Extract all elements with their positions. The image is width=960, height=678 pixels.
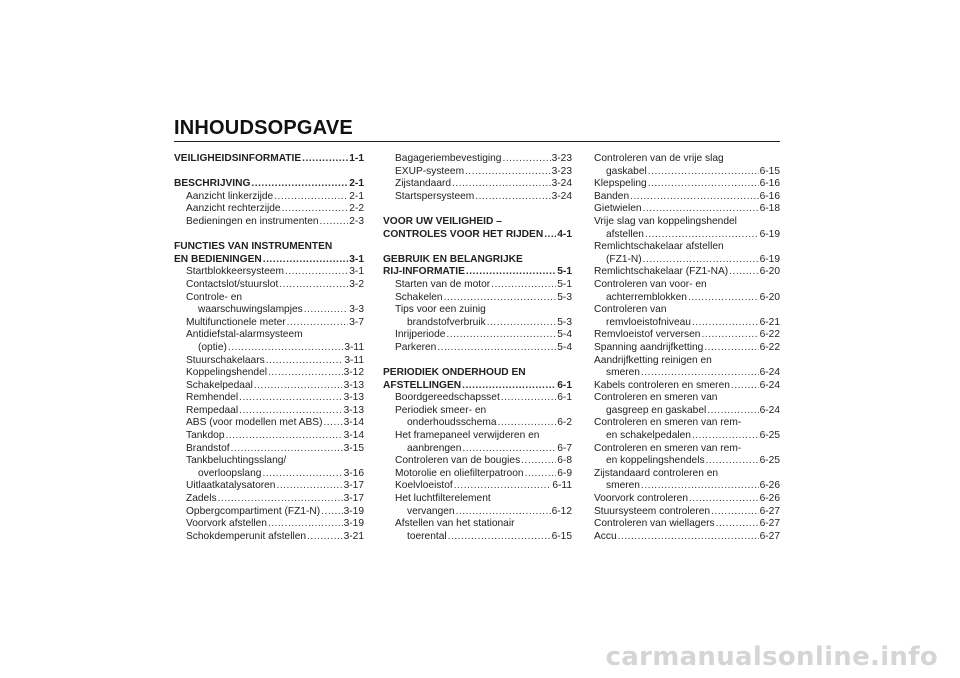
toc-entry[interactable] xyxy=(594,506,780,519)
dot-leader xyxy=(648,166,759,179)
toc-page-number: 5-3 xyxy=(557,316,572,328)
toc-entry-title: Stuurschakelaars xyxy=(186,354,265,366)
dot-leader xyxy=(254,380,343,393)
toc-entry-title: aanbrengen xyxy=(407,442,462,454)
dot-leader xyxy=(706,455,759,468)
dot-leader xyxy=(475,191,550,204)
toc-page-number: 3-24 xyxy=(551,178,572,190)
toc-entry[interactable] xyxy=(383,153,572,166)
toc-entry[interactable] xyxy=(383,405,572,430)
dot-leader xyxy=(692,317,759,330)
toc-spacer xyxy=(383,241,572,254)
toc-page-number: 5-1 xyxy=(557,278,572,290)
toc-entry-title: smeren xyxy=(606,480,640,492)
toc-entry[interactable] xyxy=(383,430,572,455)
toc-entry[interactable] xyxy=(594,266,780,279)
toc-page-number: 3-14 xyxy=(343,417,364,429)
toc-entry-title: PERIODIEK ONDERHOUD EN xyxy=(383,367,526,379)
toc-entry[interactable] xyxy=(383,480,572,493)
dot-leader xyxy=(729,266,758,279)
toc-entry-title: Tankbeluchtingsslang/ xyxy=(186,455,287,467)
toc-page-number: 4-1 xyxy=(557,228,572,240)
toc-page-number: 2-2 xyxy=(349,203,364,215)
toc-entry[interactable] xyxy=(383,493,572,518)
toc-page-number: 3-19 xyxy=(343,505,364,517)
dot-leader xyxy=(704,342,758,355)
dot-leader xyxy=(707,405,758,418)
toc-entry-title: Het luchtfilterelement xyxy=(395,493,491,505)
toc-entry-title: gasgreep en gaskabel xyxy=(606,404,707,416)
toc-page-number: 3-23 xyxy=(551,153,572,164)
toc-entry-title: VEILIGHEIDSINFORMATIE xyxy=(174,153,302,164)
dot-leader xyxy=(268,367,343,380)
dot-leader xyxy=(465,166,551,179)
toc-entry[interactable] xyxy=(594,153,780,178)
toc-page-number: 3-11 xyxy=(344,341,364,353)
toc-page-number: 6-7 xyxy=(557,442,572,454)
toc-entry-title: Remvloeistof verversen xyxy=(594,329,701,341)
toc-entry[interactable] xyxy=(594,216,780,241)
toc-entry-title: brandstofverbruik xyxy=(407,316,486,328)
toc-page-number: 6-27 xyxy=(759,530,780,542)
toc-entry-title: Controleren en smeren van xyxy=(594,392,718,404)
dot-leader xyxy=(263,254,349,267)
toc-entry-title: Startspersysteem xyxy=(395,190,475,202)
toc-entry[interactable] xyxy=(174,405,364,418)
dot-leader xyxy=(268,518,343,531)
toc-page-number: 6-22 xyxy=(759,341,780,353)
toc-page-number: 6-1 xyxy=(557,392,572,404)
toc-entry[interactable] xyxy=(383,468,572,481)
toc-entry-title: Starten van de motor xyxy=(395,278,491,290)
dot-leader xyxy=(645,229,759,242)
toc-spacer xyxy=(174,229,364,242)
dot-leader xyxy=(285,266,348,279)
toc-chapter-entry[interactable] xyxy=(174,178,364,191)
toc-page-number: 3-13 xyxy=(343,404,364,416)
toc-entry-title: Controleren van xyxy=(594,304,667,316)
toc-page-number: 6-27 xyxy=(759,505,780,517)
toc-entry[interactable] xyxy=(174,355,364,368)
toc-entry[interactable] xyxy=(594,203,780,216)
toc-entry-title: ABS (voor modellen met ABS) xyxy=(186,417,323,429)
toc-page-number: 2-1 xyxy=(349,190,364,202)
toc-page-number: 6-15 xyxy=(759,165,780,177)
toc-page-number: 3-13 xyxy=(343,379,364,391)
toc-page-number: 6-26 xyxy=(759,480,780,492)
dot-leader xyxy=(323,417,342,430)
dot-leader xyxy=(307,531,343,544)
toc-entry-title: Controleren van voor- en xyxy=(594,278,707,290)
dot-leader xyxy=(618,531,759,544)
toc-entry[interactable] xyxy=(174,455,364,480)
toc-entry[interactable] xyxy=(383,342,572,355)
watermark: carmanualsonline.info xyxy=(605,642,938,672)
dot-leader xyxy=(454,480,552,493)
toc-entry[interactable] xyxy=(594,191,780,204)
toc-entry-title: EN BEDIENINGEN xyxy=(174,253,262,265)
dot-leader xyxy=(218,493,343,506)
toc-page-number: 6-25 xyxy=(759,455,780,467)
dot-leader xyxy=(689,493,759,506)
toc-page-number: 5-1 xyxy=(557,266,572,278)
toc-entry-title: Bagageriembevestiging xyxy=(395,153,502,164)
toc-entry[interactable] xyxy=(594,342,780,355)
toc-entry-title: toerental xyxy=(407,530,447,542)
toc-entry-title: Controleren van de vrije slag xyxy=(594,153,724,164)
toc-entry-title: Antidiefstal-alarmsysteem xyxy=(186,329,303,341)
toc-entry-title: (FZ1-N) xyxy=(606,253,642,265)
dot-leader xyxy=(262,468,342,481)
toc-entry-title: RIJ-INFORMATIE xyxy=(383,266,465,278)
toc-spacer xyxy=(174,166,364,179)
dot-leader xyxy=(711,506,759,519)
toc-entry-title: afstellen xyxy=(606,228,644,240)
toc-entry-title: Parkeren xyxy=(395,341,437,353)
toc-entry[interactable] xyxy=(594,380,780,393)
toc-entry-title: onderhoudsschema xyxy=(407,417,497,429)
toc-entry-title: en koppelingshendels xyxy=(606,455,705,467)
toc-page-number: 6-26 xyxy=(759,493,780,505)
dot-leader xyxy=(287,317,349,330)
toc-entry-title: Gietwielen xyxy=(594,203,642,215)
toc-entry-title: AFSTELLINGEN xyxy=(383,379,462,391)
dot-leader xyxy=(525,468,557,481)
toc-entry[interactable] xyxy=(383,279,572,292)
toc-entry-title: Accu xyxy=(594,530,617,542)
toc-chapter-entry[interactable] xyxy=(174,241,364,266)
dot-leader xyxy=(231,443,343,456)
toc-entry-title: Contactslot/stuurslot xyxy=(186,278,279,290)
toc-page-number: 3-14 xyxy=(343,430,364,442)
dot-leader xyxy=(302,153,348,166)
toc-page-number: 6-9 xyxy=(557,467,572,479)
toc-entry-title: Remlichtschakelaar (FZ1-NA) xyxy=(594,266,729,278)
dot-leader xyxy=(643,203,759,216)
toc-entry[interactable] xyxy=(174,430,364,443)
toc-page-number: 3-7 xyxy=(349,316,364,328)
toc-entry-title: Tankdop xyxy=(186,430,225,442)
toc-entry-title: gaskabel xyxy=(606,165,647,177)
toc-page-number: 3-1 xyxy=(349,253,364,265)
toc-column-1 xyxy=(174,153,364,543)
toc-page-number: 6-19 xyxy=(759,228,780,240)
dot-leader xyxy=(266,355,344,368)
toc-entry-title: Aandrijfketting reinigen en xyxy=(594,354,712,366)
toc-entry-title: Het framepaneel verwijderen en xyxy=(395,430,540,442)
toc-entry[interactable] xyxy=(594,178,780,191)
toc-page-number: 6-24 xyxy=(759,367,780,379)
toc-entry[interactable] xyxy=(174,392,364,405)
toc-entry[interactable] xyxy=(174,531,364,544)
page-title: INHOUDSOPGAVE xyxy=(174,117,353,139)
toc-entry-title: Stuursysteem controleren xyxy=(594,505,711,517)
toc-page-number: 6-18 xyxy=(759,203,780,215)
toc-entry[interactable] xyxy=(174,292,364,317)
toc-entry-title: Startblokkeersysteem xyxy=(186,266,284,278)
toc-page-number: 6-21 xyxy=(759,316,780,328)
toc-entry[interactable] xyxy=(174,506,364,519)
dot-leader xyxy=(251,178,348,191)
toc-entry[interactable] xyxy=(594,468,780,493)
toc-entry[interactable] xyxy=(383,292,572,305)
toc-entry[interactable] xyxy=(594,241,780,266)
toc-entry-title: Controle- en xyxy=(186,291,243,303)
toc-entry-title: FUNCTIES VAN INSTRUMENTEN xyxy=(174,241,333,253)
toc-entry-title: Rempedaal xyxy=(186,404,239,416)
toc-entry-title: Remhendel xyxy=(186,392,239,404)
toc-page-number: 5-3 xyxy=(557,291,572,303)
toc-entry[interactable] xyxy=(594,329,780,342)
toc-entry[interactable] xyxy=(174,380,364,393)
toc-entry-title: Opbergcompartiment (FZ1-N) xyxy=(186,505,321,517)
toc-column-2 xyxy=(383,153,572,543)
toc-entry[interactable] xyxy=(594,443,780,468)
dot-leader xyxy=(641,480,759,493)
toc-entry-title: overloopslang xyxy=(198,467,262,479)
toc-entry[interactable] xyxy=(594,518,780,531)
toc-page-number: 6-11 xyxy=(552,480,572,492)
toc-page-number: 6-16 xyxy=(759,178,780,190)
toc-entry-title: Koelvloeistof xyxy=(395,480,453,492)
toc-entry[interactable] xyxy=(174,443,364,456)
toc-entry[interactable] xyxy=(174,417,364,430)
toc-entry[interactable] xyxy=(383,178,572,191)
dot-leader xyxy=(501,392,556,405)
toc-entry-title: Controleren en smeren van rem- xyxy=(594,417,742,429)
toc-page-number: 6-8 xyxy=(557,455,572,467)
toc-page-number: 3-3 xyxy=(349,304,364,316)
dot-leader xyxy=(276,480,342,493)
toc-page-number: 6-24 xyxy=(759,404,780,416)
dot-leader xyxy=(279,279,348,292)
dot-leader xyxy=(452,178,551,191)
toc-entry[interactable] xyxy=(174,266,364,279)
dot-leader xyxy=(444,292,557,305)
toc-entry-title: GEBRUIK EN BELANGRIJKE xyxy=(383,253,523,265)
dot-leader xyxy=(521,455,556,468)
toc-entry[interactable] xyxy=(174,279,364,292)
toc-page-number: 3-12 xyxy=(343,367,364,379)
toc-page-number: 3-11 xyxy=(344,354,364,366)
toc-entry[interactable] xyxy=(174,518,364,531)
toc-chapter-entry[interactable] xyxy=(383,254,572,279)
toc-entry[interactable] xyxy=(383,329,572,342)
toc-entry-title: VOOR UW VEILIGHEID – xyxy=(383,215,502,227)
toc-entry[interactable] xyxy=(383,518,572,543)
toc-entry-title: Uitlaatkatalysatoren xyxy=(186,480,276,492)
toc-entry-title: Schokdemperunit afstellen xyxy=(186,530,307,542)
toc-entry[interactable] xyxy=(594,531,780,544)
dot-leader xyxy=(437,342,556,355)
dot-leader xyxy=(462,380,556,393)
toc-page-number: 3-15 xyxy=(343,442,364,454)
toc-entry[interactable] xyxy=(383,166,572,179)
toc-page-number: 5-4 xyxy=(557,329,572,341)
toc-page-number: 2-3 xyxy=(349,215,364,227)
dot-leader xyxy=(544,229,556,242)
dot-leader xyxy=(320,216,349,229)
toc-entry-title: Inrijperiode xyxy=(395,329,446,341)
toc-entry[interactable] xyxy=(383,191,572,204)
toc-spacer xyxy=(383,203,572,216)
dot-leader xyxy=(643,254,759,267)
toc-page-number: 6-15 xyxy=(551,530,572,542)
toc-entry[interactable] xyxy=(174,367,364,380)
toc-entry-title: en schakelpedalen xyxy=(606,430,691,442)
toc-chapter-entry[interactable] xyxy=(174,153,364,166)
dot-leader xyxy=(466,266,556,279)
toc-entry-title: waarschuwingslampjes xyxy=(198,304,303,316)
toc-page-number: 3-13 xyxy=(343,392,364,404)
dot-leader xyxy=(701,329,758,342)
toc-entry-title: Zijstandaard xyxy=(395,178,452,190)
toc-page-number: 6-16 xyxy=(759,190,780,202)
toc-entry[interactable] xyxy=(174,191,364,204)
toc-entry[interactable] xyxy=(383,392,572,405)
toc-chapter-entry[interactable] xyxy=(383,216,572,241)
toc-entry-title: Tips voor een zuinig xyxy=(395,304,486,316)
toc-entry[interactable] xyxy=(594,304,780,329)
toc-page-number: 5-4 xyxy=(557,341,572,353)
dot-leader xyxy=(239,392,343,405)
toc-entry-title: Boordgereedschapsset xyxy=(395,392,500,404)
toc-spacer xyxy=(383,355,572,368)
dot-leader xyxy=(688,292,759,305)
toc-entry[interactable] xyxy=(174,216,364,229)
dot-leader xyxy=(321,506,342,519)
dot-leader xyxy=(448,531,551,544)
dot-leader xyxy=(456,506,551,519)
toc-entry-title: Multifunctionele meter xyxy=(186,316,286,328)
toc-page-number: 2-1 xyxy=(349,178,364,190)
toc-entry[interactable] xyxy=(594,279,780,304)
toc-page-number: 6-20 xyxy=(759,291,780,303)
toc-entry-title: CONTROLES VOOR HET RIJDEN xyxy=(383,228,544,240)
toc-entry-title: achterremblokken xyxy=(606,291,687,303)
toc-entry-title: Controleren en smeren van rem- xyxy=(594,442,742,454)
toc-entry[interactable] xyxy=(174,493,364,506)
dot-leader xyxy=(491,279,556,292)
toc-entry-title: Zijstandaard controleren en xyxy=(594,467,719,479)
toc-page-number: 6-27 xyxy=(759,518,780,530)
toc-entry-title: EXUP-systeem xyxy=(395,165,465,177)
toc-entry-title: BESCHRIJVING xyxy=(174,178,251,190)
dot-leader xyxy=(239,405,343,418)
dot-leader xyxy=(487,317,557,330)
toc-entry[interactable] xyxy=(594,355,780,380)
toc-chapter-entry[interactable] xyxy=(383,367,572,392)
toc-entry-title: smeren xyxy=(606,367,640,379)
dot-leader xyxy=(692,430,759,443)
toc-entry-title: Voorvork controleren xyxy=(594,493,688,505)
toc-page-number: 6-1 xyxy=(557,379,572,391)
toc-page-number: 1-1 xyxy=(349,153,364,164)
toc-entry[interactable] xyxy=(383,304,572,329)
toc-entry[interactable] xyxy=(594,392,780,417)
toc-entry[interactable] xyxy=(594,493,780,506)
dot-leader xyxy=(304,304,349,317)
toc-entry-title: Klepspeling xyxy=(594,178,647,190)
dot-leader xyxy=(731,380,759,393)
toc-entry-title: Controleren van de bougies xyxy=(395,455,521,467)
toc-page-number: 6-12 xyxy=(551,505,572,517)
toc-entry[interactable] xyxy=(174,480,364,493)
toc-entry-title: Schakelpedaal xyxy=(186,379,253,391)
toc-page-number: 3-1 xyxy=(349,266,364,278)
toc-page-number: 3-16 xyxy=(343,467,364,479)
toc-entry-title: Afstellen van het stationair xyxy=(395,518,515,530)
toc-entry-title: Motorolie en oliefilterpatroon xyxy=(395,467,524,479)
toc-page-number: 3-19 xyxy=(343,518,364,530)
toc-entry-title: Banden xyxy=(594,190,630,202)
toc-entry-title: Voorvork afstellen xyxy=(186,518,267,530)
toc-entry[interactable] xyxy=(174,203,364,216)
toc-entry-title: Zadels xyxy=(186,493,217,505)
toc-entry-title: Controleren van wiellagers xyxy=(594,518,715,530)
toc-page-number: 3-24 xyxy=(551,190,572,202)
dot-leader xyxy=(502,153,550,166)
toc-entry-title: vervangen xyxy=(407,505,455,517)
toc-entry[interactable] xyxy=(594,417,780,442)
toc-page-number: 3-17 xyxy=(343,493,364,505)
toc-entry-title: Brandstof xyxy=(186,442,230,454)
toc-entry[interactable] xyxy=(174,329,364,354)
title-rule xyxy=(174,141,780,142)
toc-column-3 xyxy=(594,153,780,543)
toc-entry-title: Spanning aandrijfketting xyxy=(594,341,704,353)
toc-entry-title: Aanzicht rechterzijde xyxy=(186,203,281,215)
dot-leader xyxy=(462,443,556,456)
toc-entry-title: Koppelingshendel xyxy=(186,367,268,379)
toc-page-number: 6-19 xyxy=(759,253,780,265)
dot-leader xyxy=(226,430,343,443)
dot-leader xyxy=(630,191,758,204)
toc-entry-title: Schakelen xyxy=(395,291,443,303)
toc-entry-title: Aanzicht linkerzijde xyxy=(186,190,274,202)
dot-leader xyxy=(716,518,759,531)
toc-page-number: 6-24 xyxy=(759,379,780,391)
dot-leader xyxy=(641,367,759,380)
toc-page-number: 6-25 xyxy=(759,430,780,442)
toc-entry-title: Remlichtschakelaar afstellen xyxy=(594,241,724,253)
toc-page-number: 6-20 xyxy=(759,266,780,278)
dot-leader xyxy=(648,178,759,191)
toc-entry-title: Periodiek smeer- en xyxy=(395,404,487,416)
toc-page-number: 3-21 xyxy=(343,530,364,542)
toc-entry[interactable] xyxy=(383,455,572,468)
dot-leader xyxy=(282,203,349,216)
toc-entry-title: remvloeistofniveau xyxy=(606,316,691,328)
toc-entry-title: (optie) xyxy=(198,341,227,353)
toc-entry-title: Kabels controleren en smeren xyxy=(594,379,730,391)
toc-entry[interactable] xyxy=(174,317,364,330)
toc-entry-title: Vrije slag van koppelingshendel xyxy=(594,215,737,227)
toc-page-number: 6-2 xyxy=(557,417,572,429)
dot-leader xyxy=(274,191,348,204)
toc-page-number: 3-17 xyxy=(343,480,364,492)
toc-page-number: 3-2 xyxy=(349,278,364,290)
toc-entry-title: Bedieningen en instrumenten xyxy=(186,215,319,227)
toc-page-number: 6-22 xyxy=(759,329,780,341)
dot-leader xyxy=(497,417,556,430)
toc-page-number: 3-23 xyxy=(551,165,572,177)
dot-leader xyxy=(228,342,343,355)
dot-leader xyxy=(446,329,556,342)
